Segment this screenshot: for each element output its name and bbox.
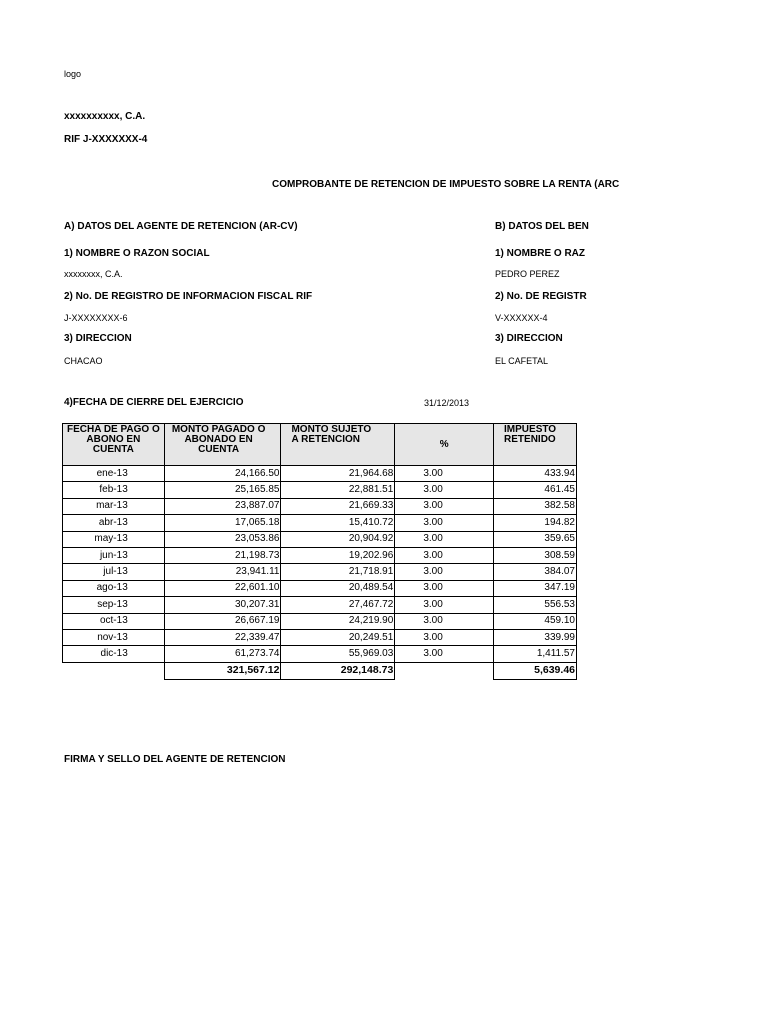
company-name: xxxxxxxxxx, C.A.	[64, 111, 146, 122]
row-pct: 3.00	[395, 613, 494, 629]
table-row	[63, 531, 577, 547]
row-pct: 3.00	[395, 466, 494, 482]
row-tax: 194.82	[494, 515, 577, 531]
row-tax: 339.99	[494, 629, 577, 645]
row-date: ago-13	[63, 580, 165, 596]
total-paid: 321,567.12	[164, 662, 281, 679]
beneficiary-rif-value: V-XXXXXX-4	[495, 313, 548, 323]
row-pct: 3.00	[395, 547, 494, 563]
agent-name-value: xxxxxxxx, C.A.	[64, 269, 123, 279]
table-row	[63, 629, 577, 645]
agent-rif-label: 2) No. DE REGISTRO DE INFORMACION FISCAL RIF	[64, 291, 313, 302]
table-row	[63, 498, 577, 514]
row-tax: 359.65	[494, 531, 577, 547]
row-tax: 459.10	[494, 613, 577, 629]
row-paid: 25,165.85	[164, 482, 281, 498]
row-pct: 3.00	[395, 482, 494, 498]
retention-table	[62, 423, 577, 680]
row-date: ene-13	[63, 466, 165, 482]
row-subject: 19,202.96	[281, 547, 395, 563]
logo-placeholder: logo	[64, 69, 82, 79]
row-date: feb-13	[63, 482, 165, 498]
row-subject: 20,249.51	[281, 629, 395, 645]
row-pct: 3.00	[395, 597, 494, 613]
header-subject: MONTO SUJETO A RETENCION	[281, 424, 395, 466]
row-date: jun-13	[63, 547, 165, 563]
row-paid: 22,601.10	[164, 580, 281, 596]
row-tax: 433.94	[494, 466, 577, 482]
row-tax: 556.53	[494, 597, 577, 613]
beneficiary-address-label: 3) DIRECCION	[495, 333, 563, 344]
row-tax: 308.59	[494, 547, 577, 563]
row-subject: 21,669.33	[281, 498, 395, 514]
row-pct: 3.00	[395, 498, 494, 514]
beneficiary-rif-label: 2) No. DE REGISTR	[495, 291, 587, 302]
row-paid: 23,941.11	[164, 564, 281, 580]
row-date: oct-13	[63, 613, 165, 629]
agent-rif-value: J-XXXXXXXX-6	[64, 313, 128, 323]
row-tax: 384.07	[494, 564, 577, 580]
row-pct: 3.00	[395, 564, 494, 580]
row-pct: 3.00	[395, 531, 494, 547]
row-subject: 55,969.03	[281, 646, 395, 662]
row-paid: 24,166.50	[164, 466, 281, 482]
agent-heading: A) DATOS DEL AGENTE DE RETENCION (AR-CV)	[64, 221, 298, 232]
fiscal-close-label: 4)FECHA DE CIERRE DEL EJERCICIO	[64, 397, 244, 408]
row-date: sep-13	[63, 597, 165, 613]
table-row	[63, 547, 577, 563]
beneficiary-address-value: EL CAFETAL	[495, 356, 549, 366]
row-date: mar-13	[63, 498, 165, 514]
table-row	[63, 515, 577, 531]
table-row	[63, 580, 577, 596]
table-row	[63, 482, 577, 498]
row-date: nov-13	[63, 629, 165, 645]
row-subject: 27,467.72	[281, 597, 395, 613]
row-pct: 3.00	[395, 629, 494, 645]
signature-label: FIRMA Y SELLO DEL AGENTE DE RETENCION	[64, 754, 286, 765]
agent-name-label: 1) NOMBRE O RAZON SOCIAL	[64, 248, 210, 259]
agent-address-label: 3) DIRECCION	[64, 333, 132, 344]
row-tax: 461.45	[494, 482, 577, 498]
row-subject: 21,718.91	[281, 564, 395, 580]
row-paid: 21,198.73	[164, 547, 281, 563]
row-paid: 22,339.47	[164, 629, 281, 645]
row-date: jul-13	[63, 564, 165, 580]
document-title: COMPROBANTE DE RETENCION DE IMPUESTO SOBRE LA RENTA (ARC	[272, 179, 620, 190]
row-subject: 22,881.51	[281, 482, 395, 498]
row-paid: 17,065.18	[164, 515, 281, 531]
table-row	[63, 646, 577, 662]
header-paid: MONTO PAGADO O ABONADO EN CUENTA	[164, 424, 281, 466]
company-rif: RIF J-XXXXXXX-4	[64, 134, 148, 145]
row-pct: 3.00	[395, 580, 494, 596]
row-pct: 3.00	[395, 515, 494, 531]
total-tax: 5,639.46	[494, 662, 577, 679]
header-date: FECHA DE PAGO O ABONO EN CUENTA	[63, 424, 165, 466]
header-pct: %	[395, 424, 494, 466]
fiscal-close-value: 31/12/2013	[424, 398, 470, 408]
row-tax: 382.58	[494, 498, 577, 514]
row-date: dic-13	[63, 646, 165, 662]
row-date: may-13	[63, 531, 165, 547]
row-subject: 21,964.68	[281, 466, 395, 482]
totals-gap	[395, 662, 494, 679]
row-date: abr-13	[63, 515, 165, 531]
totals-blank	[63, 662, 165, 679]
row-pct: 3.00	[395, 646, 494, 662]
beneficiary-heading: B) DATOS DEL BEN	[495, 221, 589, 232]
row-paid: 30,207.31	[164, 597, 281, 613]
total-subject: 292,148.73	[281, 662, 395, 679]
beneficiary-name-label: 1) NOMBRE O RAZ	[495, 248, 585, 259]
row-paid: 23,053.86	[164, 531, 281, 547]
row-paid: 26,667.19	[164, 613, 281, 629]
row-paid: 23,887.07	[164, 498, 281, 514]
row-subject: 24,219.90	[281, 613, 395, 629]
beneficiary-name-value: PEDRO PEREZ	[495, 269, 560, 279]
row-subject: 20,489.54	[281, 580, 395, 596]
row-tax: 347.19	[494, 580, 577, 596]
table-row	[63, 466, 577, 482]
agent-address-value: CHACAO	[64, 356, 103, 366]
totals-row	[63, 662, 577, 679]
table-row	[63, 597, 577, 613]
row-subject: 15,410.72	[281, 515, 395, 531]
row-subject: 20,904.92	[281, 531, 395, 547]
table-row	[63, 613, 577, 629]
header-tax: IMPUESTO RETENIDO	[494, 424, 577, 466]
row-paid: 61,273.74	[164, 646, 281, 662]
row-tax: 1,411.57	[494, 646, 577, 662]
table-row	[63, 564, 577, 580]
